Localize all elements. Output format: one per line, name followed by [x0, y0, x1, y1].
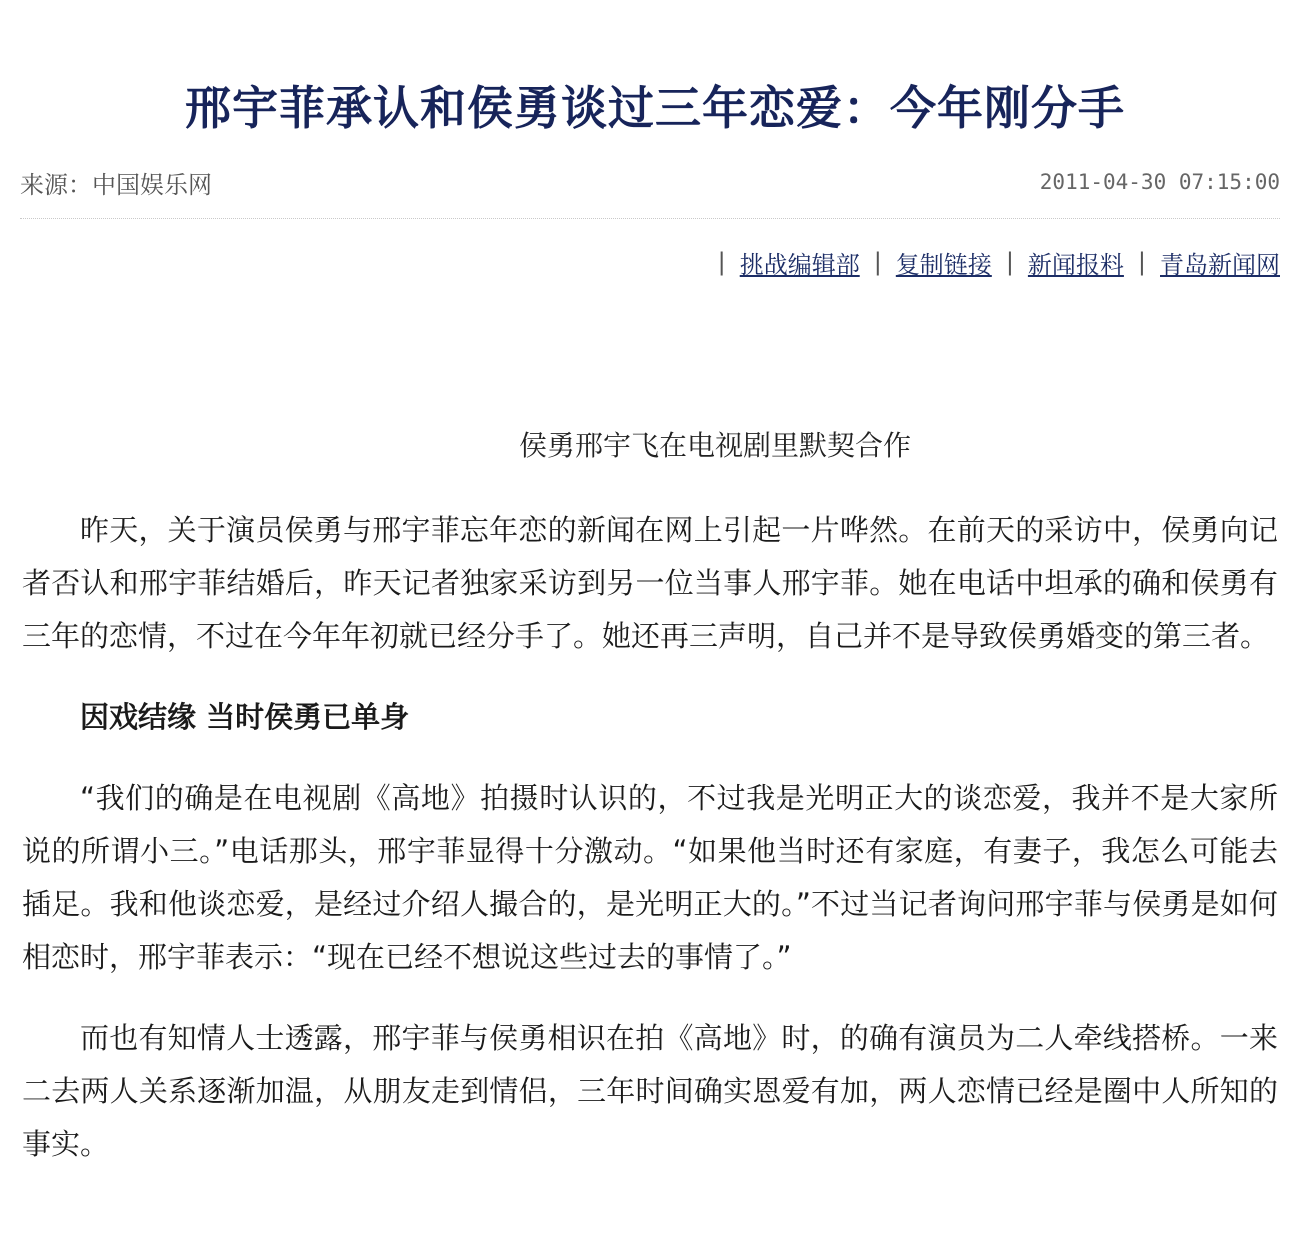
- article-meta: [20, 162, 1280, 202]
- challenge-editor-link[interactable]: 挑战编辑部: [739, 250, 860, 279]
- toolbar-separator: |: [1005, 248, 1014, 276]
- article-title: 邢宇菲承认和侯勇谈过三年恋爱：今年刚分手: [185, 81, 1125, 135]
- article-body: [22, 504, 1278, 1199]
- source: [20, 165, 212, 200]
- image-caption: 侯勇邢宇飞在电视剧里默契合作: [518, 429, 911, 462]
- toolbar-separator: |: [717, 248, 726, 276]
- subheading: 因戏结缘 当时侯勇已单身: [80, 700, 410, 734]
- source-name: 中国娱乐网: [92, 170, 212, 199]
- copy-link-link[interactable]: 复制链接: [895, 250, 992, 279]
- meta-divider: [20, 218, 1280, 219]
- paragraph: “我们的确是在电视剧《高地》拍摄时认识的，不过我是光明正大的谈恋爱，我并不是大家所说的所谓小三。”电话那头，邢宇菲显得十分激动。“如果他当时还有家庭，有妻子，我怎么可能去插足。我和他谈恋爱，是经过介绍人撮合的，是光明正大的。”不过当记者询问邢宇菲与侯勇是如何相恋时，邢宇菲表示：“现在已经不想说这些过去的事情了。”: [22, 781, 1278, 974]
- paragraph: 昨天，关于演员侯勇与邢宇菲忘年恋的新闻在网上引起一片哗然。在前天的采访中，侯勇向记者否认和邢宇菲结婚后，昨天记者独家采访到另一位当事人邢宇菲。她在电话中坦承的确和侯勇有三年的恋情，不过在今年年初就已经分手了。她还再三声明，自己并不是导致侯勇婚变的第三者。: [22, 513, 1278, 653]
- paragraph: 而也有知情人士透露，邢宇菲与侯勇相识在拍《高地》时，的确有演员为二人牵线搭桥。一来二去两人关系逐渐加温，从朋友走到情侣，三年时间确实恩爱有加，两人恋情已经是圈中人所知的事实。: [22, 1021, 1278, 1161]
- news-tip-link[interactable]: 新闻报料: [1027, 250, 1124, 279]
- toolbar-separator: |: [873, 248, 882, 276]
- publish-datetime: 2011-04-30 07:15:00: [1039, 170, 1280, 194]
- source-label: 来源：: [20, 170, 92, 199]
- article-toolbar: [704, 244, 1280, 280]
- toolbar-separator: |: [1137, 248, 1146, 276]
- qingdao-news-link[interactable]: 青岛新闻网: [1160, 250, 1280, 279]
